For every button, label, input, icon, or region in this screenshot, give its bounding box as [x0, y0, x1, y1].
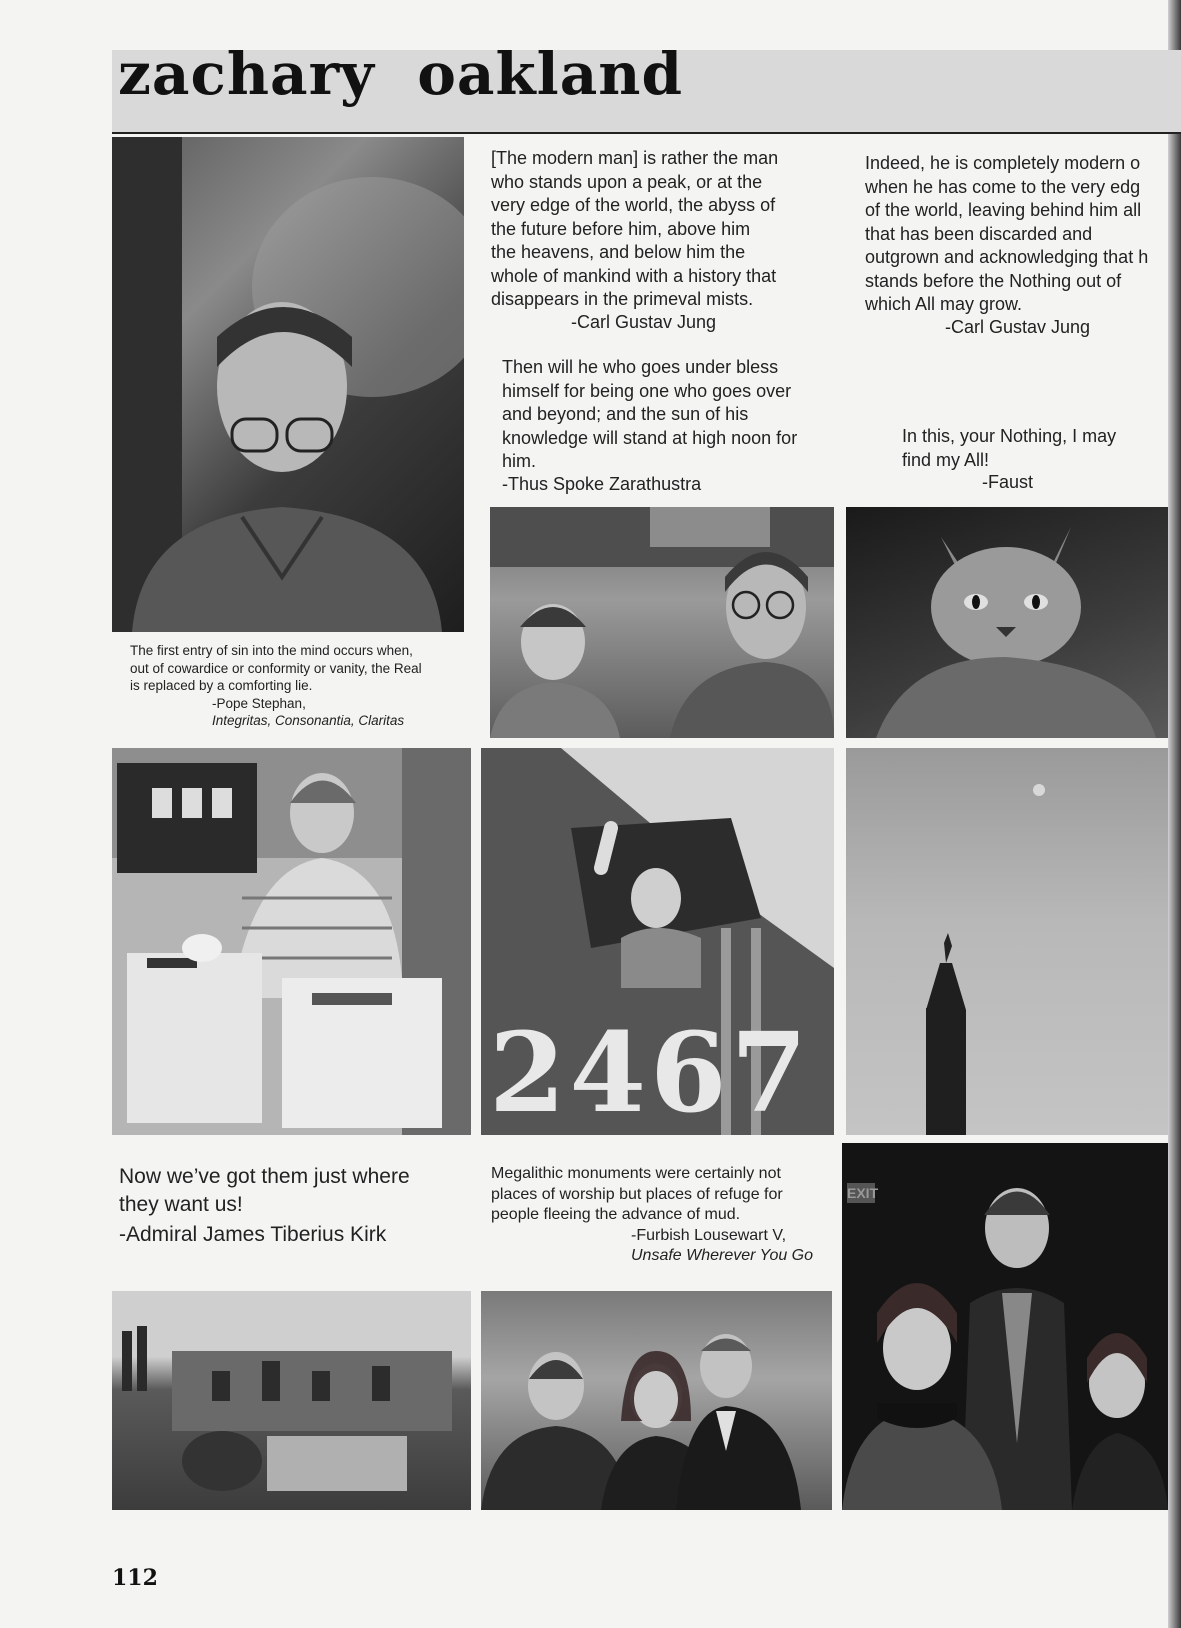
page-number: 112 [112, 1565, 158, 1591]
train-number: 2467 [489, 1008, 812, 1135]
quote-zarathustra [502, 356, 842, 495]
quote-source: Unsafe Wherever You Go [631, 1247, 814, 1264]
page-title: zachary oakland [118, 40, 684, 108]
quote-kirk [119, 1163, 459, 1249]
cat-photo [846, 507, 1168, 738]
quote-jung-2 [865, 152, 1170, 338]
quote-attribution: -Furbish Lousewart V, [631, 1226, 787, 1244]
family-photo [481, 1291, 832, 1510]
quote-pope-stephan [130, 642, 470, 730]
quote-source: Integritas, Consonantia, Claritas [212, 713, 405, 728]
exit-sign: EXIT [847, 1185, 879, 1201]
starship-chair-photo [112, 748, 471, 1135]
quote-attribution: -Carl Gustav Jung [945, 316, 1091, 337]
quote-text: Indeed, he is completely modern o when he has come to the very edg of the world, leaving behind him all that has been discarded and outgrown and acknowledging that h stands before the Nothing out of which All may grow. [865, 153, 1149, 314]
quote-attribution: -Pope Stephan, [212, 695, 306, 711]
quote-text: In this, your Nothing, I may find my All! [902, 426, 1117, 470]
train-photo [481, 748, 834, 1135]
quote-text: [The modern man] is rather the man who stands upon a peak, or at the very edge of the world, the abyss of the future before him, above him the heavens, and below him the whole of mankind with a history that disappears in the primeval mists. [491, 148, 779, 309]
quote-jung-1 [491, 147, 831, 333]
two-boys-photo [490, 507, 834, 738]
quote-attribution: -Carl Gustav Jung [571, 311, 717, 332]
quote-faust [902, 425, 1172, 493]
ruins-photo [112, 1291, 471, 1510]
night-group-photo [842, 1143, 1168, 1510]
quote-text: Megalithic monuments were certainly not places of worship but places of refuge for people fleeing the advance of mud. [491, 1165, 783, 1223]
quote-lousewart [491, 1164, 831, 1267]
quote-text: The first entry of sin into the mind occurs when, out of cowardice or conformity or vanity, the Real is replaced by a comforting lie. [130, 643, 422, 693]
quote-attribution: -Thus Spoke Zarathustra [502, 473, 702, 494]
portrait-photo [112, 137, 464, 632]
quote-text: Then will he who goes under bless himself for being one who goes over and beyond; and the sun of his knowledge will stand at high noon for him. [502, 357, 798, 471]
quote-attribution: -Admiral James Tiberius Kirk [119, 1223, 387, 1246]
quote-text: Now we’ve got them just where they want us! [119, 1165, 410, 1216]
quote-attribution: -Faust [982, 472, 1034, 492]
obelisk-photo [846, 748, 1168, 1135]
